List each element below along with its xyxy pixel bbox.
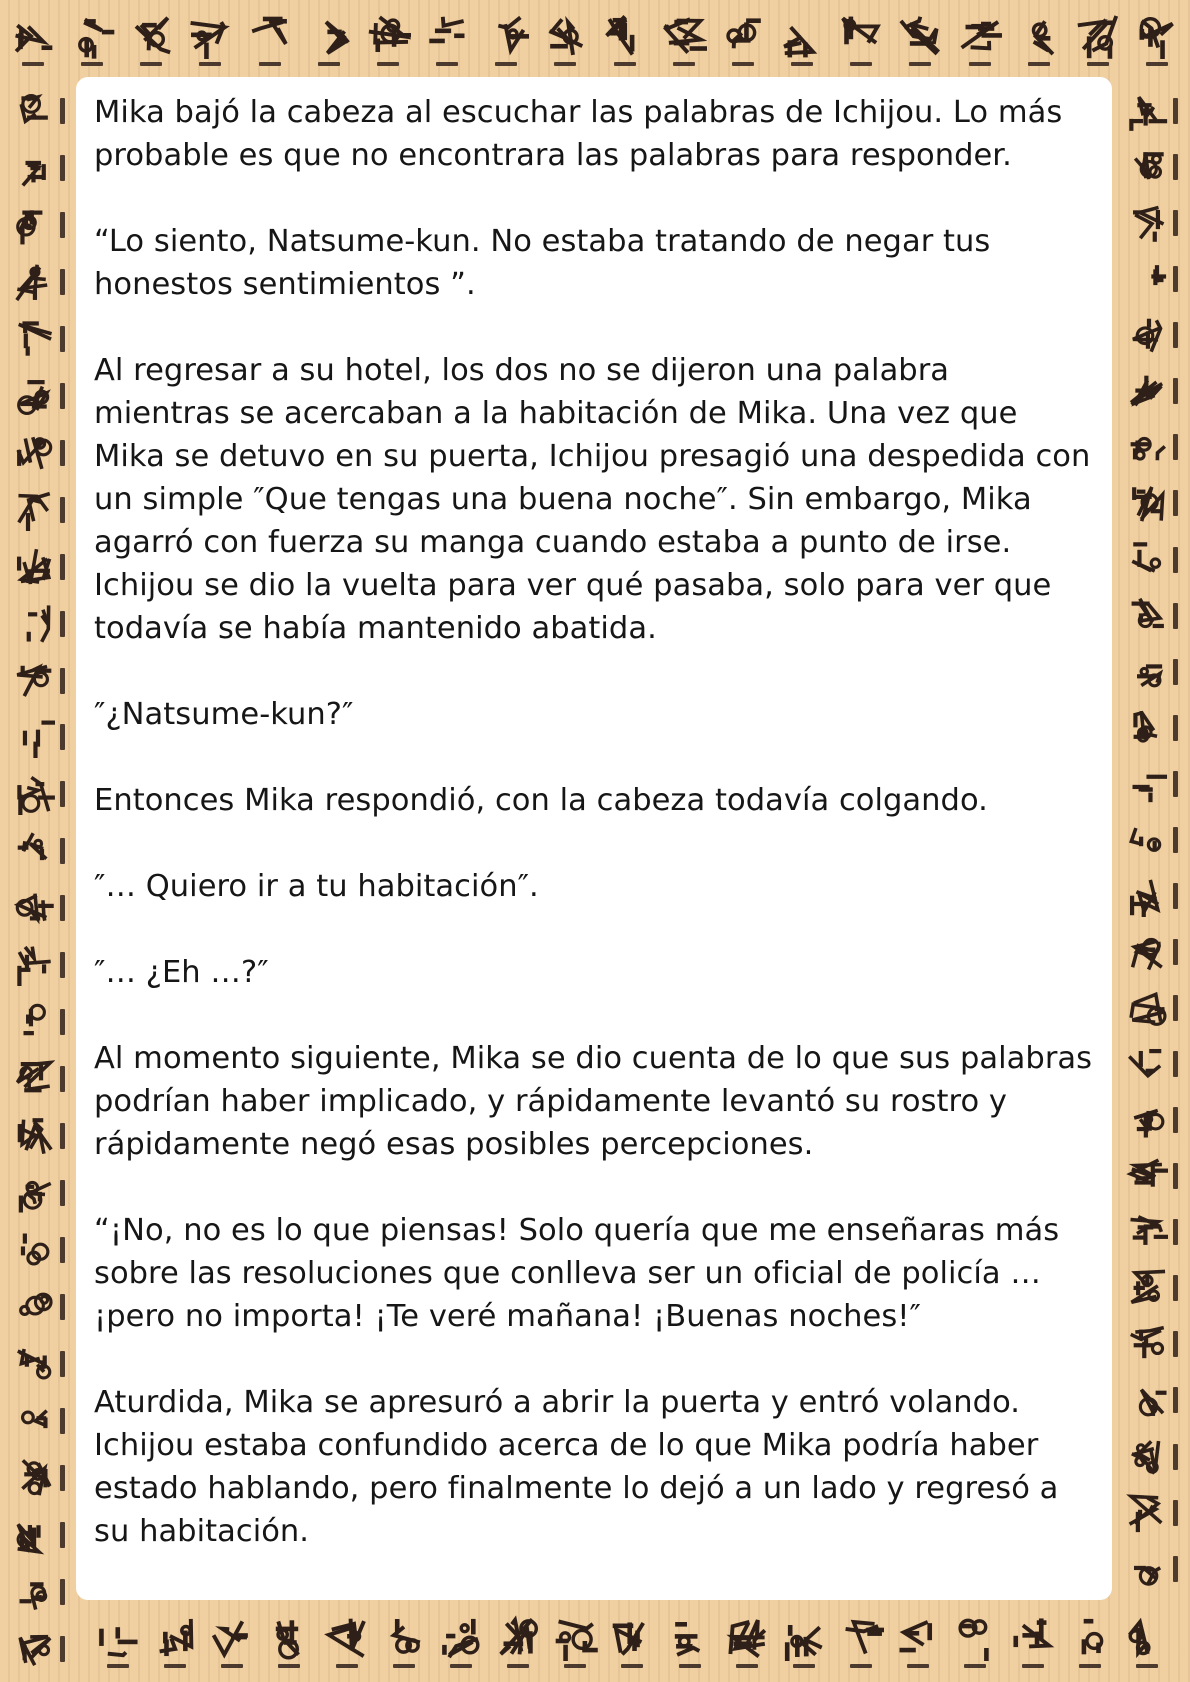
glyph-caption-mark <box>140 62 162 66</box>
decorative-runic-glyph-icon <box>13 944 65 986</box>
glyph-caption-mark <box>1146 62 1168 66</box>
glyph-caption-mark <box>393 1664 415 1668</box>
glyph-caption-mark <box>793 1664 815 1668</box>
glyph-caption-mark <box>850 1664 872 1668</box>
glyph-caption-mark <box>1173 210 1178 236</box>
glyph-caption-mark <box>1173 154 1178 180</box>
paragraph: ″… Quiero ir a tu habitación″. <box>94 869 539 904</box>
decorative-runic-glyph-icon <box>13 1514 65 1556</box>
glyph-caption-mark <box>1173 1331 1178 1357</box>
glyph-caption-mark <box>1173 1163 1178 1189</box>
glyph-caption-mark <box>1173 322 1178 348</box>
glyph-caption-mark <box>60 1579 65 1605</box>
glyph-caption-mark <box>1173 1107 1178 1133</box>
glyph-caption-mark <box>60 1237 65 1263</box>
glyph-caption-mark <box>436 62 458 66</box>
decorative-runic-glyph-icon <box>895 1615 941 1668</box>
text-page <box>76 77 1112 1600</box>
decorative-runic-glyph-icon <box>957 13 1003 66</box>
glyph-caption-mark <box>1087 62 1109 66</box>
decorative-runic-glyph-icon <box>438 1615 484 1668</box>
glyph-caption-mark <box>60 326 65 352</box>
decorative-runic-glyph-icon <box>1126 1211 1178 1253</box>
glyph-caption-mark <box>1173 1500 1178 1526</box>
glyph-caption-mark <box>564 1664 586 1668</box>
paragraph: Entonces Mika respondió, con la cabeza todavía colgando. <box>94 783 988 818</box>
glyph-caption-mark <box>1173 603 1178 629</box>
glyph-caption-mark <box>1173 995 1178 1021</box>
glyph-caption-mark <box>1173 1219 1178 1245</box>
glyph-caption-mark <box>1173 883 1178 909</box>
decorative-runic-glyph-icon <box>1126 651 1178 693</box>
decorative-runic-glyph-icon <box>266 1615 312 1668</box>
decorative-runic-glyph-icon <box>13 1400 65 1442</box>
glyph-caption-mark <box>850 62 872 66</box>
glyph-caption-mark <box>679 1664 701 1668</box>
decorative-runic-glyph-icon <box>552 1615 598 1668</box>
glyph-caption-mark <box>60 1294 65 1320</box>
glyph-caption-mark <box>969 62 991 66</box>
decorative-runic-glyph-icon <box>13 375 65 417</box>
glyph-caption-mark <box>60 1636 65 1662</box>
glyph-caption-mark <box>60 838 65 864</box>
glyph-caption-mark <box>107 1664 129 1668</box>
decorative-runic-glyph-icon <box>13 1628 65 1670</box>
decorative-runic-glyph-icon <box>1126 987 1178 1029</box>
glyph-caption-mark <box>60 155 65 181</box>
decorative-runic-glyph-icon <box>1126 426 1178 468</box>
decorative-runic-glyph-icon <box>13 1229 65 1271</box>
glyph-caption-mark <box>907 1664 929 1668</box>
decorative-runic-glyph-icon <box>306 13 352 66</box>
decorative-runic-glyph-icon <box>13 147 65 189</box>
decorative-runic-glyph-icon <box>602 13 648 66</box>
glyph-caption-mark <box>621 1664 643 1668</box>
glyph-caption-mark <box>60 1465 65 1491</box>
decorative-runic-glyph-icon <box>1126 1099 1178 1141</box>
glyph-caption-mark <box>259 62 281 66</box>
glyph-caption-mark <box>964 1664 986 1668</box>
decorative-runic-glyph-icon <box>95 1615 141 1668</box>
decorative-runic-glyph-icon <box>10 13 56 66</box>
decorative-runic-glyph-icon <box>1126 595 1178 637</box>
border-bottom-glyph-row <box>95 1604 1170 1678</box>
decorative-runic-glyph-icon <box>1126 258 1178 300</box>
decorative-runic-glyph-icon <box>1067 1615 1113 1668</box>
glyph-caption-mark <box>60 1009 65 1035</box>
decorative-runic-glyph-icon <box>667 1615 713 1668</box>
glyph-caption-mark <box>60 497 65 523</box>
decorative-runic-glyph-icon <box>69 13 115 66</box>
glyph-caption-mark <box>1173 771 1178 797</box>
glyph-caption-mark <box>60 554 65 580</box>
glyph-caption-mark <box>60 383 65 409</box>
glyph-caption-mark <box>60 724 65 750</box>
decorative-runic-glyph-icon <box>13 90 65 132</box>
paragraph: Aturdida, Mika se apresuró a abrir la puerta y entró volando. Ichijou estaba confundido acerca de lo que Mika podría haber estado hablando, pero finalmente lo dejó a un lado y regresó a su habitación. <box>94 1385 1059 1549</box>
decorative-runic-glyph-icon <box>365 13 411 66</box>
decorative-runic-glyph-icon <box>542 13 588 66</box>
glyph-caption-mark <box>60 98 65 124</box>
decorative-runic-glyph-icon <box>13 546 65 588</box>
decorative-runic-glyph-icon <box>1126 1436 1178 1478</box>
decorative-runic-glyph-icon <box>483 13 529 66</box>
glyph-caption-mark <box>495 62 517 66</box>
decorative-runic-glyph-icon <box>13 1001 65 1043</box>
glyph-caption-mark <box>318 62 340 66</box>
decorative-runic-glyph-icon <box>1126 314 1178 356</box>
glyph-caption-mark <box>60 1123 65 1149</box>
decorative-runic-glyph-icon <box>13 887 65 929</box>
glyph-caption-mark <box>60 440 65 466</box>
decorative-runic-glyph-icon <box>247 13 293 66</box>
glyph-caption-mark <box>60 1408 65 1434</box>
glyph-caption-mark <box>1173 490 1178 516</box>
decorative-runic-glyph-icon <box>1126 707 1178 749</box>
glyph-caption-mark <box>22 62 44 66</box>
decorative-runic-glyph-icon <box>1126 1155 1178 1197</box>
glyph-caption-mark <box>60 1180 65 1206</box>
glyph-caption-mark <box>336 1664 358 1668</box>
decorative-runic-glyph-icon <box>13 1286 65 1328</box>
decorative-runic-glyph-icon <box>495 1615 541 1668</box>
decorative-runic-glyph-icon <box>1126 146 1178 188</box>
glyph-caption-mark <box>60 781 65 807</box>
decorative-runic-glyph-icon <box>424 13 470 66</box>
decorative-runic-glyph-icon <box>897 13 943 66</box>
glyph-caption-mark <box>1173 434 1178 460</box>
decorative-runic-glyph-icon <box>838 13 884 66</box>
paragraph: Al momento siguiente, Mika se dio cuenta de lo que sus palabras podrían haber implicado, y rápidamente levantó su rostro y rápidamente negó esas posibles percepciones. <box>94 1041 1093 1162</box>
glyph-caption-mark <box>1022 1664 1044 1668</box>
glyph-caption-mark <box>60 611 65 637</box>
glyph-caption-mark <box>60 895 65 921</box>
glyph-caption-mark <box>60 1066 65 1092</box>
decorative-runic-glyph-icon <box>1126 1492 1178 1534</box>
border-left-glyph-column <box>4 90 74 1670</box>
glyph-caption-mark <box>377 62 399 66</box>
decorative-runic-glyph-icon <box>13 204 65 246</box>
glyph-caption-mark <box>60 668 65 694</box>
glyph-caption-mark <box>199 62 221 66</box>
decorative-runic-glyph-icon <box>209 1615 255 1668</box>
glyph-caption-mark <box>554 62 576 66</box>
glyph-caption-mark <box>1173 1275 1178 1301</box>
decorative-runic-glyph-icon <box>781 1615 827 1668</box>
glyph-caption-mark <box>60 269 65 295</box>
glyph-caption-mark <box>1173 547 1178 573</box>
decorative-runic-glyph-icon <box>1126 931 1178 973</box>
glyph-caption-mark <box>450 1664 472 1668</box>
decorative-runic-glyph-icon <box>13 432 65 474</box>
glyph-caption-mark <box>791 62 813 66</box>
decorative-runic-glyph-icon <box>13 1058 65 1100</box>
decorative-runic-glyph-icon <box>1126 90 1178 132</box>
border-top-glyph-row <box>10 4 1180 74</box>
decorative-runic-glyph-icon <box>1126 875 1178 917</box>
decorative-runic-glyph-icon <box>1134 13 1180 66</box>
glyph-caption-mark <box>1173 266 1178 292</box>
decorative-runic-glyph-icon <box>13 1115 65 1157</box>
decorative-runic-glyph-icon <box>724 1615 770 1668</box>
decorative-runic-glyph-icon <box>1126 1379 1178 1421</box>
glyph-caption-mark <box>221 1664 243 1668</box>
decorative-runic-glyph-icon <box>13 318 65 360</box>
glyph-caption-mark <box>1173 827 1178 853</box>
glyph-caption-mark <box>1173 1051 1178 1077</box>
glyph-caption-mark <box>736 1664 758 1668</box>
decorative-runic-glyph-icon <box>1126 1548 1178 1590</box>
decorative-runic-glyph-icon <box>13 773 65 815</box>
glyph-caption-mark <box>1173 1387 1178 1413</box>
decorative-runic-glyph-icon <box>720 13 766 66</box>
decorative-runic-glyph-icon <box>1126 202 1178 244</box>
decorative-runic-glyph-icon <box>1126 370 1178 412</box>
decorative-runic-glyph-icon <box>13 1172 65 1214</box>
decorative-runic-glyph-icon <box>1126 1043 1178 1085</box>
decorative-runic-glyph-icon <box>187 13 233 66</box>
decorative-runic-glyph-icon <box>324 1615 370 1668</box>
decorative-runic-glyph-icon <box>1126 1267 1178 1309</box>
glyph-caption-mark <box>1028 62 1050 66</box>
glyph-caption-mark <box>614 62 636 66</box>
glyph-caption-mark <box>1079 1664 1101 1668</box>
glyph-caption-mark <box>732 62 754 66</box>
decorative-runic-glyph-icon <box>1126 482 1178 524</box>
glyph-caption-mark <box>60 212 65 238</box>
glyph-caption-mark <box>278 1664 300 1668</box>
decorative-runic-glyph-icon <box>1126 763 1178 805</box>
decorative-runic-glyph-icon <box>381 1615 427 1668</box>
glyph-caption-mark <box>81 62 103 66</box>
decorative-runic-glyph-icon <box>1126 819 1178 861</box>
glyph-caption-mark <box>60 1351 65 1377</box>
decorative-runic-glyph-icon <box>152 1615 198 1668</box>
paragraph: Mika bajó la cabeza al escuchar las palabras de Ichijou. Lo más probable es que no encontrara las palabras para responder. <box>94 95 1063 173</box>
glyph-caption-mark <box>507 1664 529 1668</box>
glyph-caption-mark <box>1173 1444 1178 1470</box>
decorative-runic-glyph-icon <box>779 13 825 66</box>
decorative-runic-glyph-icon <box>13 261 65 303</box>
decorative-runic-glyph-icon <box>661 13 707 66</box>
decorative-runic-glyph-icon <box>13 603 65 645</box>
decorative-runic-glyph-icon <box>13 1571 65 1613</box>
glyph-caption-mark <box>1173 715 1178 741</box>
glyph-caption-mark <box>1173 659 1178 685</box>
glyph-caption-mark <box>164 1664 186 1668</box>
paragraph: “¡No, no es lo que piensas! Solo quería que me enseñaras más sobre las resoluciones que conlleva ser un oficial de policía … ¡pero no importa! ¡Te veré mañana! ¡Buenas noches!″ <box>94 1213 1060 1334</box>
glyph-caption-mark <box>1173 939 1178 965</box>
paragraph: Al regresar a su hotel, los dos no se dijeron una palabra mientras se acercaban a la habitación de Mika. Una vez que Mika se detuvo en su puerta, Ichijou presagió una despedida con un simple ″Que tengas una buena noche″. Sin embargo, Mika agarró con fuerza su manga cuando estaba a punto de irse. Ichijou se dio la vuelta para ver qué pasaba, solo para ver que todavía se había mantenido abatida. <box>94 353 1091 646</box>
decorative-runic-glyph-icon <box>13 830 65 872</box>
decorative-runic-glyph-icon <box>13 716 65 758</box>
decorative-runic-glyph-icon <box>1126 539 1178 581</box>
decorative-runic-glyph-icon <box>1124 1615 1170 1668</box>
decorative-runic-glyph-icon <box>838 1615 884 1668</box>
paragraph: ″… ¿Eh …?″ <box>94 955 269 990</box>
decorative-runic-glyph-icon <box>1075 13 1121 66</box>
glyph-caption-mark <box>909 62 931 66</box>
glyph-caption-mark <box>673 62 695 66</box>
glyph-caption-mark <box>1173 98 1178 124</box>
decorative-runic-glyph-icon <box>609 1615 655 1668</box>
paragraph: “Lo siento, Natsume-kun. No estaba tratando de negar tus honestos sentimientos ”. <box>94 224 991 302</box>
decorative-runic-glyph-icon <box>13 1457 65 1499</box>
glyph-caption-mark <box>60 1522 65 1548</box>
decorative-runic-glyph-icon <box>128 13 174 66</box>
decorative-runic-glyph-icon <box>1010 1615 1056 1668</box>
paragraph: ″¿Natsume-kun?″ <box>94 697 354 732</box>
glyph-caption-mark <box>1173 1556 1178 1582</box>
decorative-runic-glyph-icon <box>13 489 65 531</box>
decorative-runic-glyph-icon <box>1126 1323 1178 1365</box>
decorative-runic-glyph-icon <box>13 660 65 702</box>
glyph-caption-mark <box>60 952 65 978</box>
glyph-caption-mark <box>1136 1664 1158 1668</box>
decorative-runic-glyph-icon <box>1016 13 1062 66</box>
border-right-glyph-column <box>1118 90 1186 1590</box>
glyph-caption-mark <box>1173 378 1178 404</box>
decorative-runic-glyph-icon <box>952 1615 998 1668</box>
decorative-runic-glyph-icon <box>13 1343 65 1385</box>
